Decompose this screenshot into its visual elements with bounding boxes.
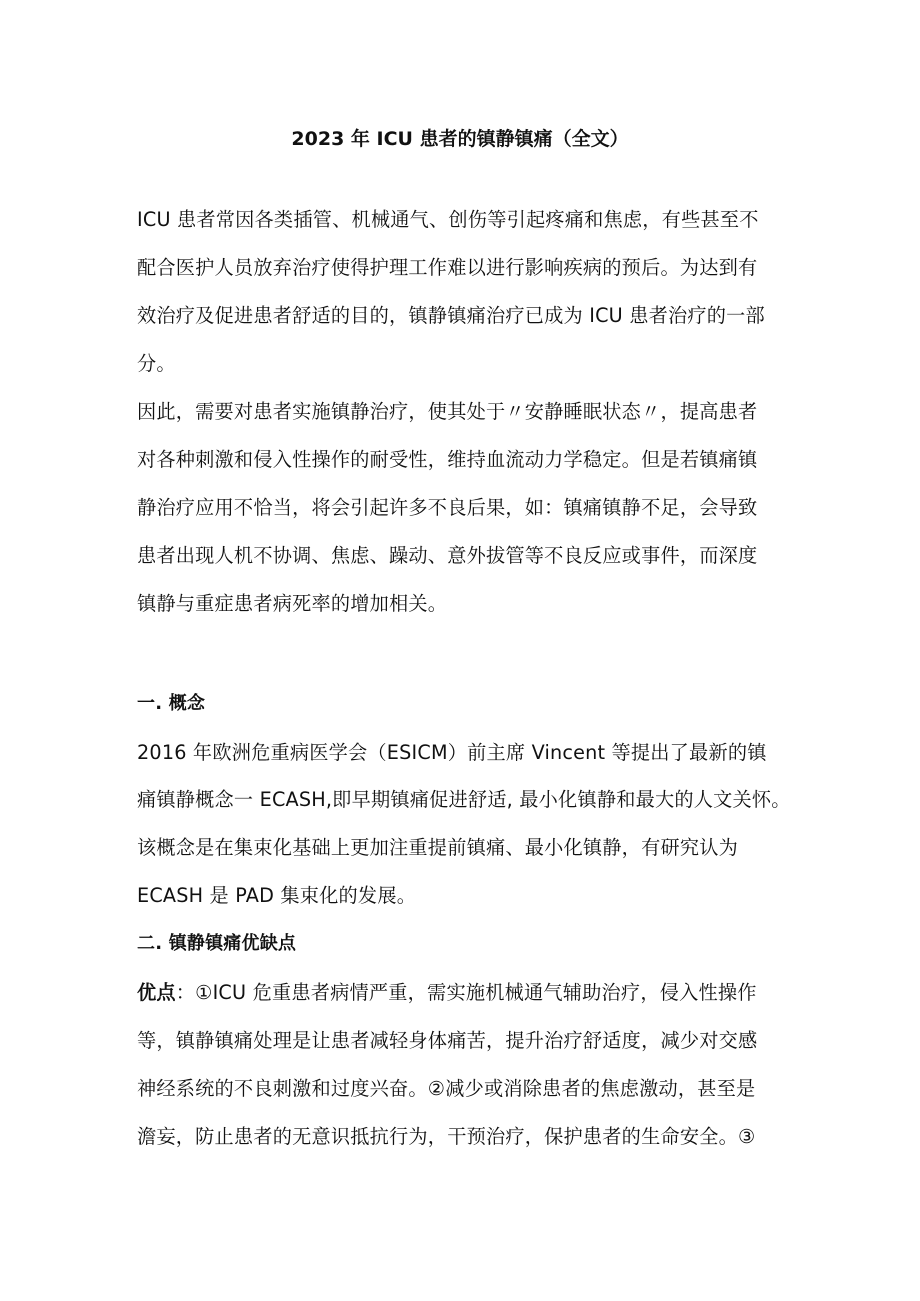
intro-line-3: 效治疗及促进患者舒适的目的，镇静镇痛治疗已成为 ICU 患者治疗的一部 <box>137 304 765 327</box>
paragraph2-line-3: 静治疗应用不恰当，将会引起许多不良后果，如：镇痛镇静不足，会导致 <box>137 496 758 519</box>
paragraph2-line-5: 镇静与重症患者病死率的增加相关。 <box>137 592 448 615</box>
paragraph2-line-2: 对各种刺激和侵入性操作的耐受性，维持血流动力学稳定。但是若镇痛镇 <box>137 448 758 471</box>
section2-heading: 二. 镇静镇痛优缺点 <box>137 933 297 954</box>
paragraph2-line-1: 因此，需要对患者实施镇静治疗，使其处于〃安静睡眠状态〃，提高患者 <box>137 400 758 423</box>
intro-line-2: 配合医护人员放弃治疗使得护理工作难以进行影响疾病的预后。为达到有 <box>137 256 758 279</box>
section1-line-2: 痛镇静概念一 ECASH,即早期镇痛促进舒适, 最小化镇静和最大的人文关怀。 <box>137 788 791 811</box>
intro-line-4: 分。 <box>137 352 176 375</box>
intro-line-1: ICU 患者常因各类插管、机械通气、创伤等引起疼痛和焦虑，有些甚至不 <box>137 208 759 231</box>
section1-line-3: 该概念是在集束化基础上更加注重提前镇痛、最小化镇静，有研究认为 <box>137 836 739 859</box>
section2-line-2: 等，镇静镇痛处理是让患者减轻身体痛苦，提升治疗舒适度，减少对交感 <box>137 1029 758 1052</box>
section2-line-4: 澹妄，防止患者的无意识抵抗行为，干预治疗，保护患者的生命安全。③ <box>137 1125 756 1148</box>
advantages-text: ：①ICU 危重患者病情严重，需实施机械通气辅助治疗，侵入性操作 <box>175 981 757 1004</box>
section1-line-1: 2016 年欧洲危重病医学会（ESICM）前主席 Vincent 等提出了最新的镇 <box>137 741 767 764</box>
paragraph2-line-4: 患者出现人机不协调、焦虑、躁动、意外拔管等不良反应或事件，而深度 <box>137 544 758 567</box>
section1-heading: 一. 概念 <box>137 693 206 714</box>
section2-line-1 <box>137 980 757 1006</box>
document-title: 2023 年 ICU 患者的镇静镇痛（全文） <box>291 128 629 150</box>
section2-line-3: 神经系统的不良刺激和过度兴奋。②减少或消除患者的焦虑激动，甚至是 <box>137 1077 756 1100</box>
advantages-label: 优点 <box>137 981 176 1004</box>
section1-line-4: ECASH 是 PAD 集束化的发展。 <box>137 884 417 907</box>
